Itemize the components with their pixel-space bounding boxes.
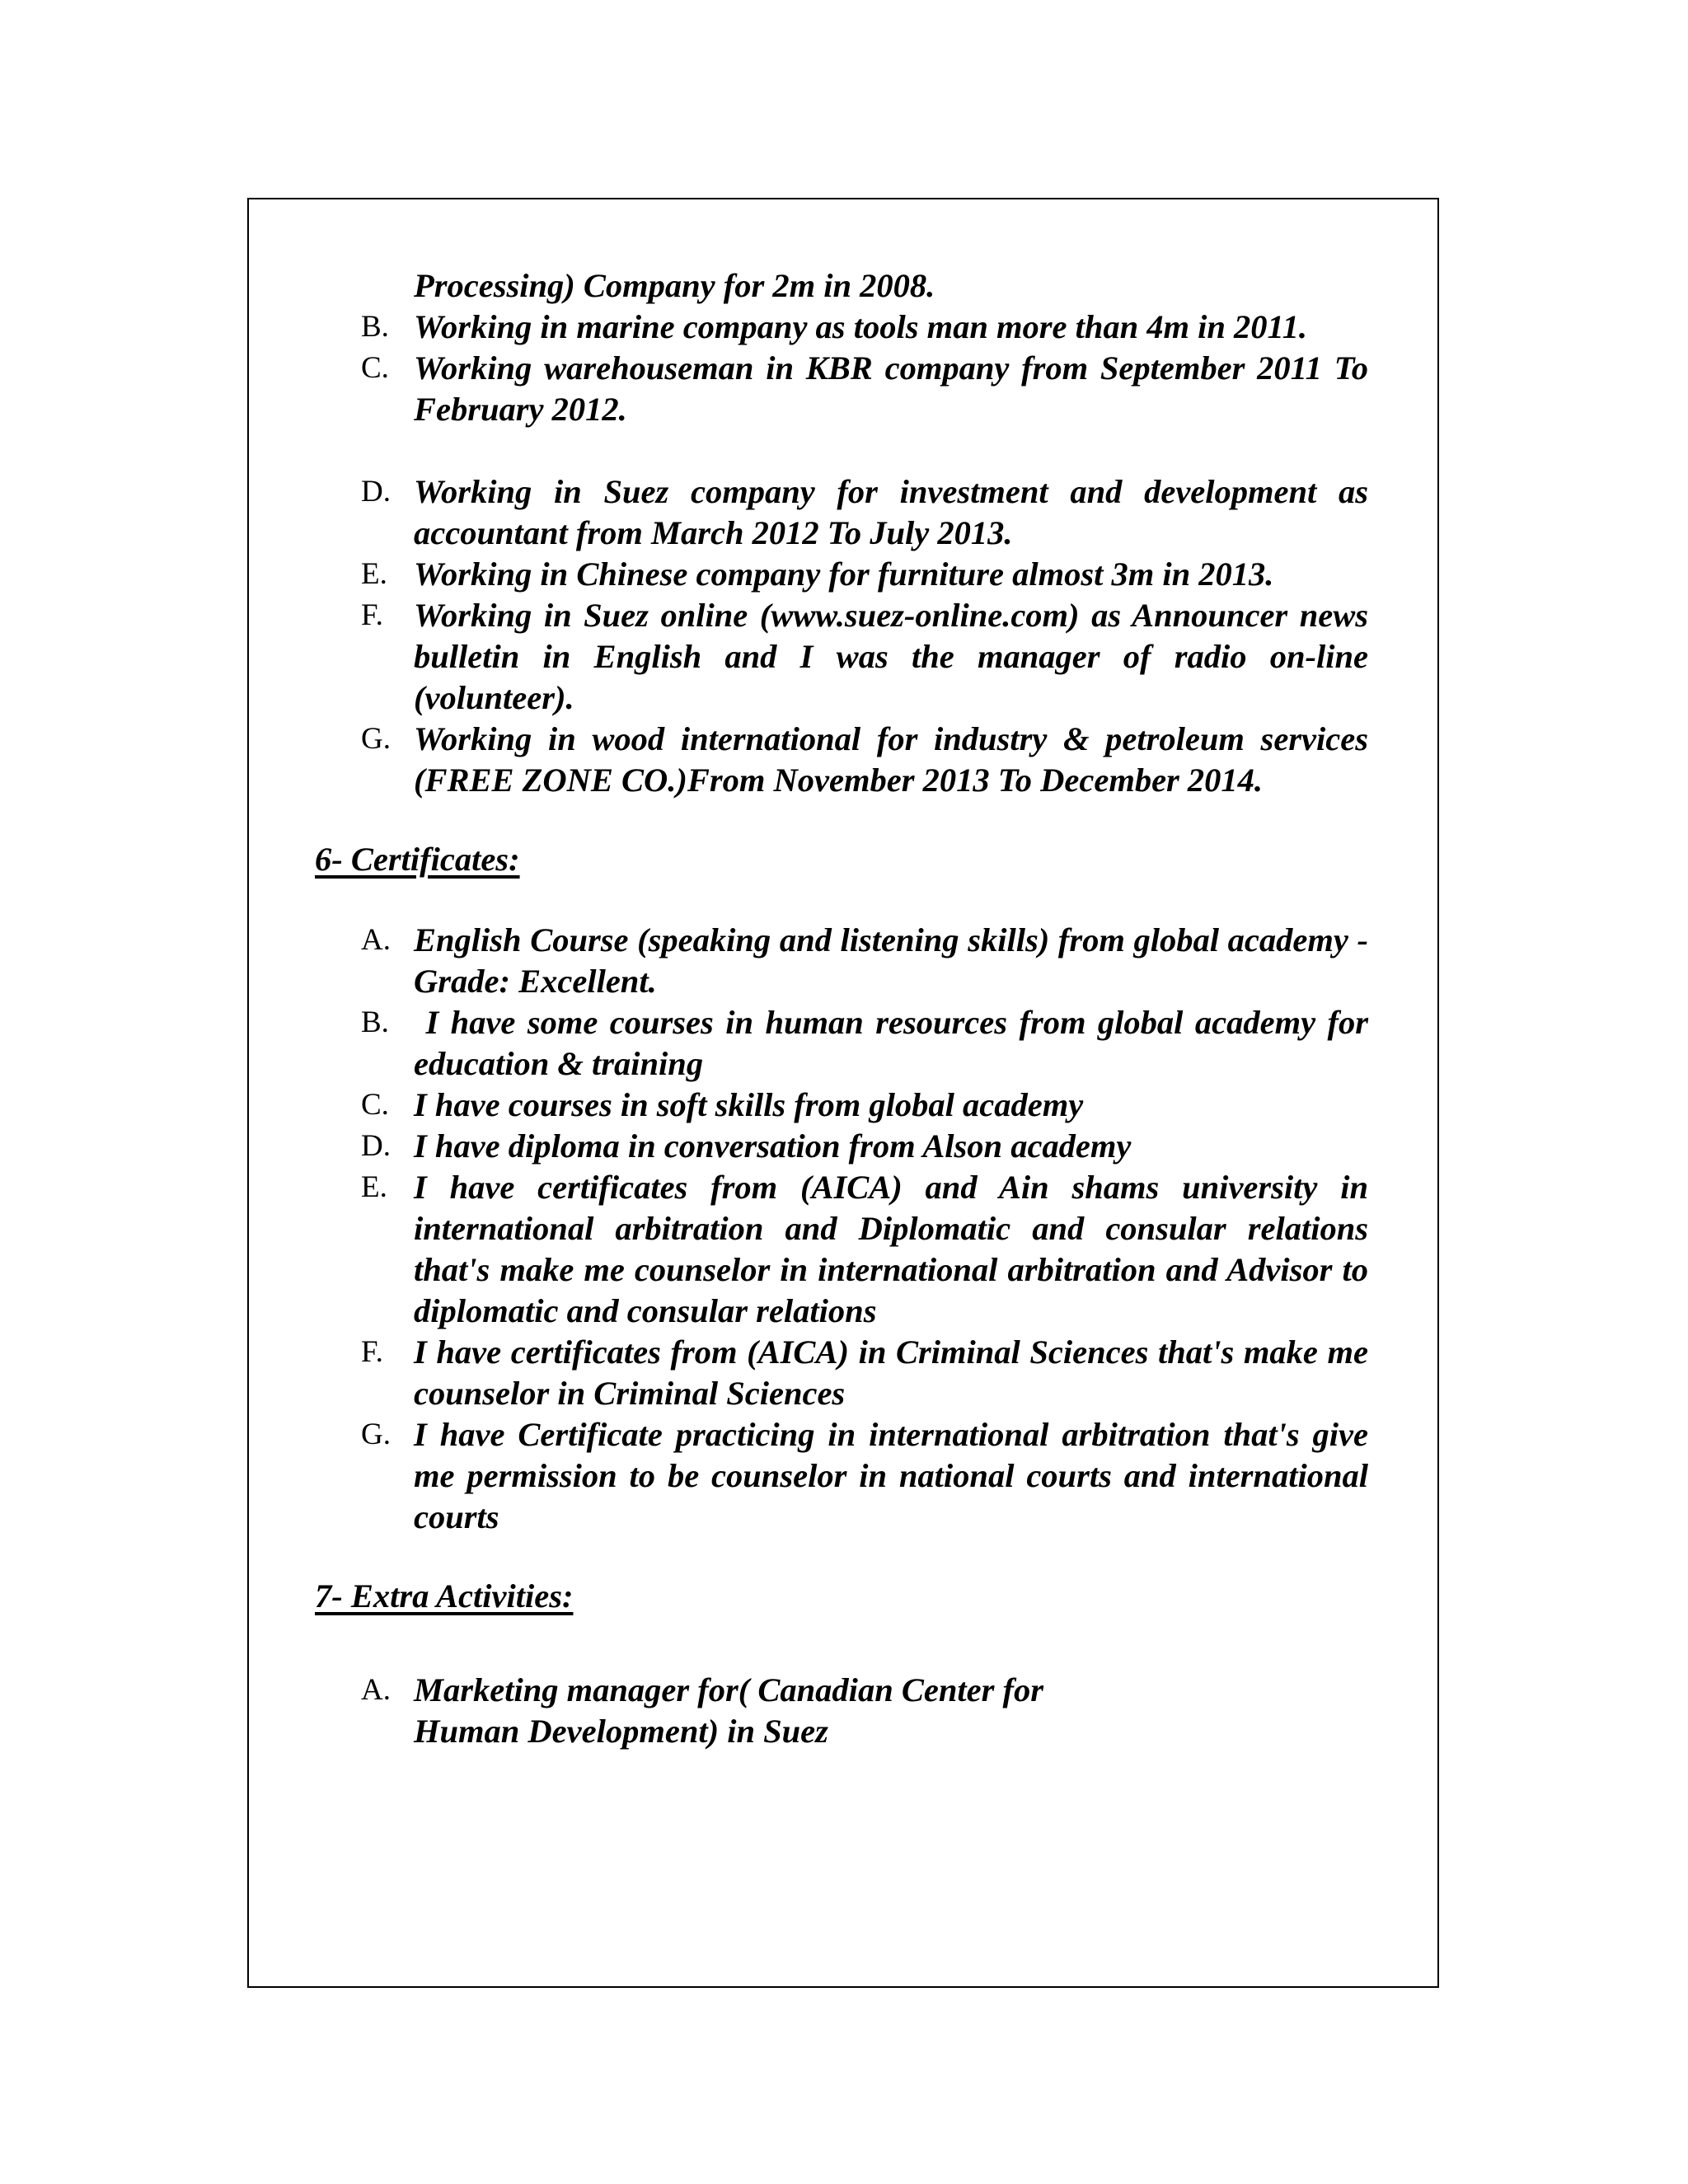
experience-item-b	[315, 307, 1368, 348]
experience-item-a-continuation	[315, 265, 1368, 307]
list-marker: G.	[361, 722, 391, 756]
experience-item-e	[315, 554, 1368, 595]
spacer	[315, 1538, 1368, 1576]
certificate-item-g	[315, 1414, 1368, 1538]
certificate-item-text: English Course (speaking and listening skills) from global academy - Grade: Excellent.	[414, 921, 1368, 1000]
certificate-item-text: I have certificates from (AICA) in Criminal Sciences that's make me counselor in Criminal Sciences	[414, 1333, 1368, 1412]
spacer	[315, 880, 1368, 920]
certificate-item-a	[315, 920, 1368, 1002]
list-marker: D.	[361, 475, 391, 509]
extra-activity-item-text: Marketing manager for( Canadian Center for Human Development) in Suez	[414, 1671, 1043, 1750]
certificate-item-c	[315, 1085, 1368, 1126]
list-marker: E.	[361, 1170, 387, 1204]
experience-item-text: Working in marine company as tools man more than 4m in 2011.	[414, 308, 1307, 345]
experience-item-text: Processing) Company for 2m in 2008.	[414, 267, 935, 304]
list-marker: C.	[361, 351, 389, 385]
experience-item-text: Working in Chinese company for furniture almost 3m in 2013.	[414, 555, 1274, 593]
certificates-heading: 6- Certificates:	[315, 841, 520, 878]
experience-item-f	[315, 595, 1368, 719]
extra-activity-item-a	[315, 1670, 1139, 1752]
spacer	[315, 801, 1368, 839]
list-marker: A.	[361, 923, 391, 957]
certificate-item-text: I have some courses in human resources from global academy for education & training	[414, 1004, 1394, 1082]
list-marker: C.	[361, 1088, 389, 1122]
list-marker: F.	[361, 1335, 383, 1369]
certificate-item-text: I have diploma in conversation from Alson academy	[414, 1127, 1132, 1165]
list-marker: B.	[361, 310, 389, 344]
experience-item-c	[315, 348, 1368, 430]
certificate-item-d	[315, 1126, 1368, 1167]
spacer	[315, 1617, 1368, 1670]
certificate-item-b	[315, 1002, 1394, 1085]
extra-activities-heading: 7- Extra Activities:	[315, 1577, 574, 1615]
experience-item-text: Working in wood international for industry & petroleum services (FREE ZONE CO.)From November 2013 To December 2014.	[414, 720, 1368, 799]
experience-item-text: Working in Suez online (www.suez-online.com) as Announcer news bulletin in English and I was the manager of radio on-line (volunteer).	[414, 597, 1368, 716]
list-marker: F.	[361, 598, 383, 632]
spacer	[315, 430, 1368, 471]
list-marker: D.	[361, 1129, 391, 1163]
list-marker: B.	[361, 1005, 389, 1039]
list-marker: E.	[361, 557, 387, 591]
experience-item-d	[315, 471, 1368, 554]
experience-item-text: Working warehouseman in KBR company from September 2011 To February 2012.	[414, 349, 1368, 428]
experience-item-text: Working in Suez company for investment and development as accountant from March 2012 To July 2013.	[414, 473, 1368, 551]
certificate-item-f	[315, 1332, 1368, 1414]
document-content	[315, 265, 1394, 1752]
certificate-item-text: I have Certificate practicing in international arbitration that's give me permission to be counselor in national courts and international courts	[414, 1416, 1368, 1535]
list-marker: A.	[361, 1673, 391, 1707]
certificate-item-text: I have courses in soft skills from global academy	[414, 1086, 1084, 1123]
list-marker: G.	[361, 1418, 391, 1451]
certificate-item-text: I have certificates from (AICA) and Ain shams university in international arbitration and Diplomatic and consular relations that's make me counselor in international arbitration and Advisor to diplomatic and consular relations	[414, 1169, 1368, 1329]
experience-item-g	[315, 719, 1368, 801]
certificate-item-e	[315, 1167, 1368, 1332]
